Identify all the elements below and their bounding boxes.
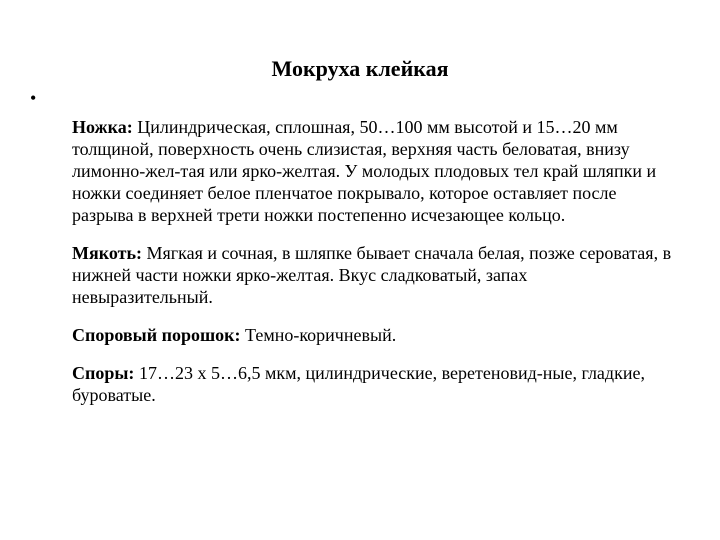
paragraph-text: Цилиндрическая, сплошная, 50…100 мм высотой и 15…20 мм толщиной, поверхность очень слизистая, верхняя часть беловатая, внизу лимонно-жел-тая или ярко-желтая. У молодых плодовых тел край шляпки и ножки соединяет белое пленчатое покрывало, которое оставляет после разрыва в верхней трети ножки постепенно исчезающее кольцо. — [72, 117, 657, 225]
paragraph-text: Темно-коричневый. — [240, 325, 397, 345]
paragraph-label: Споры: — [72, 363, 135, 383]
paragraph-flesh — [72, 242, 672, 308]
paragraph-spores — [72, 362, 672, 406]
paragraph-label: Мякоть: — [72, 243, 142, 263]
paragraph-label: Споровый порошок: — [72, 325, 241, 345]
bullet-marker: • — [30, 88, 37, 108]
paragraph-stem — [72, 116, 672, 226]
paragraph-text: Мягкая и сочная, в шляпке бывает сначала белая, позже сероватая, в нижней части ножки ярко-желтая. Вкус сладковатый, запах невыразительный. — [72, 243, 672, 307]
paragraph-spore-powder — [72, 324, 672, 346]
slide-content — [72, 116, 672, 422]
paragraph-label: Ножка: — [72, 117, 133, 137]
slide-title: Мокруха клейкая — [271, 56, 449, 81]
paragraph-text: 17…23 x 5…6,5 мкм, цилиндрические, веретеновид-ные, гладкие, буроватые. — [72, 363, 645, 405]
